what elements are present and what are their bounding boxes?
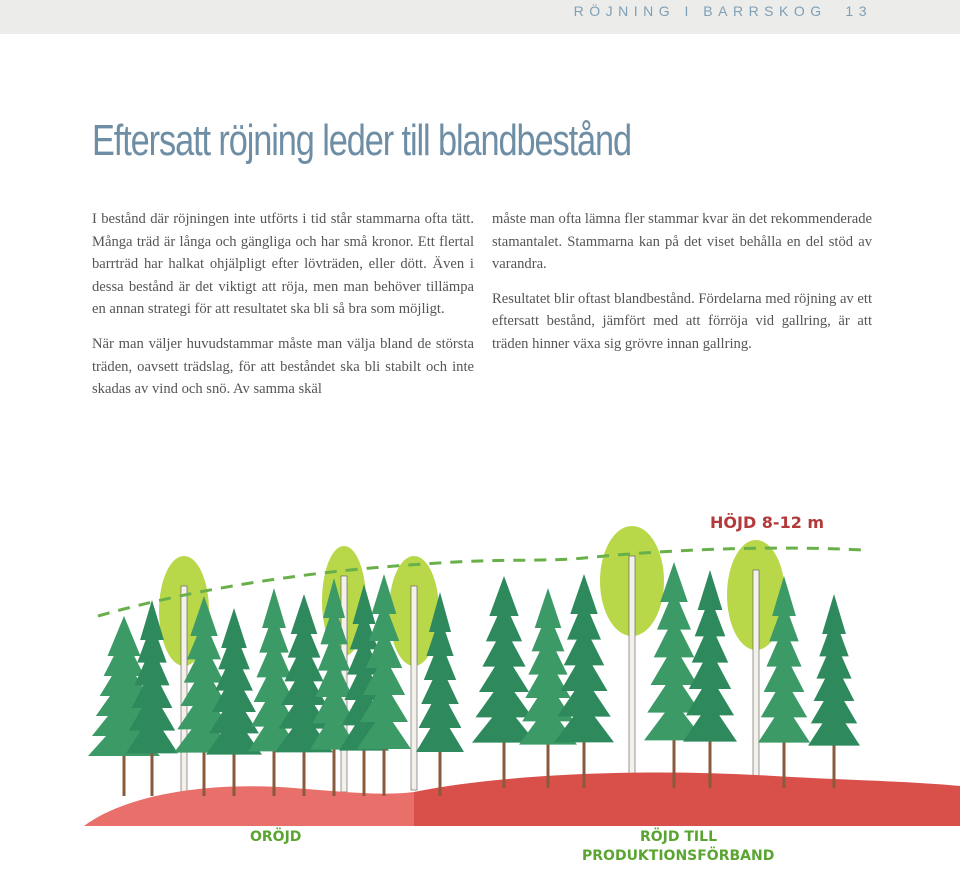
unthinned-label: ORÖJD bbox=[250, 829, 302, 845]
running-head-text: RÖJNING I BARRSKOG bbox=[573, 3, 827, 19]
running-head bbox=[574, 3, 872, 19]
thinned-label-line1: RÖJD TILL bbox=[640, 829, 717, 845]
thinned-label-line2: PRODUKTIONSFÖRBAND bbox=[582, 848, 775, 864]
paragraph: måste man ofta lämna fler stammar kvar än det rekommenderade stamantalet. Stammarna kan på det viset behålla en del stöd av varandra. bbox=[492, 211, 872, 273]
paragraph: När man väljer huvudstammar måste man välja bland de största träden, oavsett trädslag, för att beståndet ska bli stabilt och inte skadas av vind och snö. Av samma skäl bbox=[92, 335, 474, 398]
right-column bbox=[492, 208, 872, 368]
paragraph: Resultatet blir oftast blandbestånd. Fördelarna med röjning av ett eftersatt bestånd, jämfört med att förröja vid gallring, är att träden hinner växa sig grövre innan gallring. bbox=[492, 290, 872, 352]
height-label: HÖJD 8-12 m bbox=[710, 513, 825, 532]
page-number: 13 bbox=[845, 3, 872, 19]
ground-right bbox=[414, 773, 960, 826]
left-column bbox=[92, 208, 474, 413]
paragraph: I bestånd där röjningen inte utförts i tid står stammarna ofta tätt. Många träd är långa och gängliga och har små kronor. Ett flertal barrträd har halkat ohjälpligt efter lövträden, eller dött. Även i dessa bestånd är det viktigt att röja, men man behöver tillämpa en annan strategi för att resultatet ska bli så bra som möjligt. bbox=[92, 211, 474, 318]
birch-tree bbox=[600, 526, 664, 786]
forest-illustration bbox=[84, 496, 960, 883]
spruce-tree bbox=[472, 576, 536, 788]
spruce-tree bbox=[808, 594, 860, 788]
page-title: Eftersatt röjning leder till blandbestånd bbox=[92, 116, 632, 165]
